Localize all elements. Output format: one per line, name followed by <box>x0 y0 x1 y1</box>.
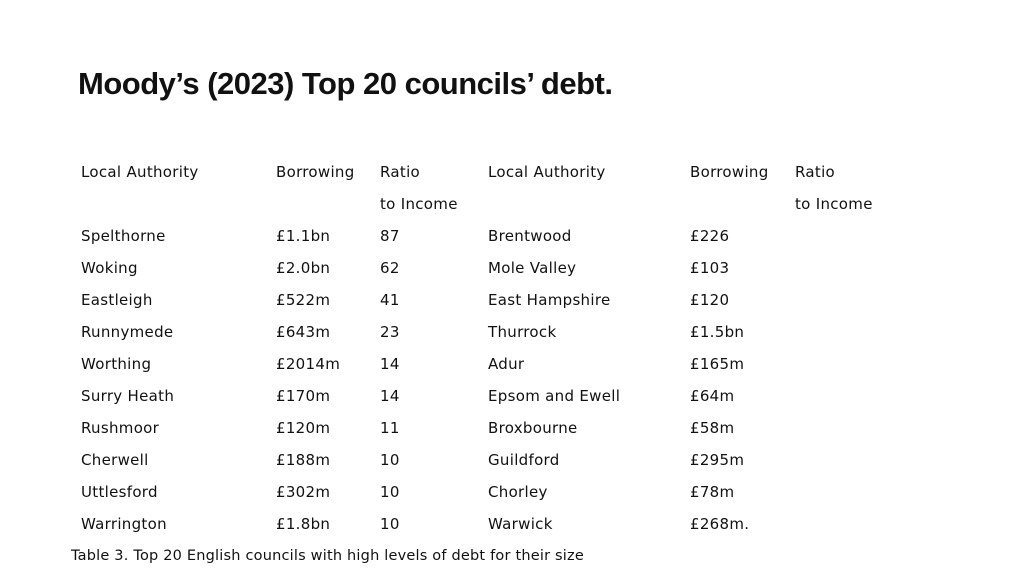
cell-borrowing-right: £64m <box>690 387 735 405</box>
cell-borrowing-left: £170m <box>276 387 331 405</box>
cell-ratio-right <box>787 220 887 252</box>
cell-local-authority-right: Chorley <box>488 483 548 501</box>
cell-borrowing-right: £226 <box>690 227 730 245</box>
cell-local-authority-left: Rushmoor <box>81 419 160 437</box>
cell-borrowing-left: £120m <box>276 419 331 437</box>
cell-borrowing-right: £78m <box>690 483 735 501</box>
cell-ratio-right <box>787 380 887 412</box>
cell-local-authority-left: Woking <box>81 259 138 277</box>
cell-borrowing-left: £1.1bn <box>276 227 331 245</box>
table-row <box>73 316 887 348</box>
cell-borrowing-left: £188m <box>276 451 331 469</box>
cell-ratio-right <box>787 348 887 380</box>
slide-title: Moody’s (2023) Top 20 councils’ debt. <box>78 66 613 101</box>
table-row <box>73 380 887 412</box>
cell-ratio-left: 23 <box>380 323 400 341</box>
cell-ratio-right <box>787 444 887 476</box>
cell-borrowing-right: £120 <box>690 291 730 309</box>
table-row <box>73 412 887 444</box>
cell-local-authority-left: Uttlesford <box>81 483 158 501</box>
cell-ratio-left: 11 <box>380 419 400 437</box>
cell-borrowing-left: £2.0bn <box>276 259 331 277</box>
table-caption: Table 3. Top 20 English councils with high levels of debt for their size <box>71 548 584 564</box>
cell-local-authority-left: Surry Heath <box>81 387 175 405</box>
header-ratio-right: Ratio <box>795 163 836 181</box>
cell-ratio-left: 62 <box>380 259 400 277</box>
table-body <box>73 156 887 540</box>
cell-local-authority-right: East Hampshire <box>488 291 611 309</box>
table-row <box>73 476 887 508</box>
cell-borrowing-left: £643m <box>276 323 331 341</box>
cell-ratio-right <box>787 508 887 540</box>
cell-ratio-right <box>787 316 887 348</box>
cell-local-authority-right: Mole Valley <box>488 259 577 277</box>
header-local-authority-left: Local Authority <box>81 163 199 181</box>
cell-local-authority-right: Epsom and Ewell <box>488 387 621 405</box>
cell-borrowing-right: £103 <box>690 259 730 277</box>
table-row <box>73 220 887 252</box>
cell-local-authority-right: Thurrock <box>488 323 557 341</box>
cell-ratio-right <box>787 412 887 444</box>
cell-ratio-left: 10 <box>380 515 400 533</box>
cell-ratio-right <box>787 284 887 316</box>
cell-local-authority-right: Broxbourne <box>488 419 578 437</box>
cell-borrowing-right: £268m. <box>690 515 750 533</box>
table-row <box>73 252 887 284</box>
cell-borrowing-left: £1.8bn <box>276 515 331 533</box>
cell-borrowing-right: £1.5bn <box>690 323 745 341</box>
header-borrowing-left: Borrowing <box>276 163 355 181</box>
table-row <box>73 284 887 316</box>
header-ratio-right-cont: to Income <box>795 195 873 213</box>
cell-borrowing-right: £295m <box>690 451 745 469</box>
cell-local-authority-left: Worthing <box>81 355 152 373</box>
header-ratio-left: Ratio <box>380 163 421 181</box>
cell-local-authority-right: Adur <box>488 355 525 373</box>
cell-borrowing-left: £302m <box>276 483 331 501</box>
cell-ratio-right <box>787 476 887 508</box>
table-header-row <box>73 156 887 188</box>
council-debt-table <box>73 156 887 540</box>
cell-borrowing-left: £2014m <box>276 355 341 373</box>
cell-borrowing-right: £58m <box>690 419 735 437</box>
table-header-row-continued <box>73 188 887 220</box>
cell-local-authority-left: Cherwell <box>81 451 149 469</box>
header-local-authority-right: Local Authority <box>488 163 606 181</box>
table-row <box>73 444 887 476</box>
cell-local-authority-left: Spelthorne <box>81 227 166 245</box>
cell-ratio-left: 10 <box>380 483 400 501</box>
cell-borrowing-left: £522m <box>276 291 331 309</box>
cell-local-authority-right: Guildford <box>488 451 560 469</box>
table-row <box>73 348 887 380</box>
header-local-authority-left-cont <box>73 188 268 220</box>
cell-local-authority-left: Warrington <box>81 515 167 533</box>
header-local-authority-right-cont <box>480 188 682 220</box>
cell-local-authority-left: Runnymede <box>81 323 174 341</box>
cell-local-authority-left: Eastleigh <box>81 291 153 309</box>
header-ratio-left-cont: to Income <box>380 195 458 213</box>
header-borrowing-right: Borrowing <box>690 163 769 181</box>
table-row <box>73 508 887 540</box>
cell-ratio-left: 87 <box>380 227 400 245</box>
cell-ratio-left: 41 <box>380 291 400 309</box>
cell-ratio-left: 10 <box>380 451 400 469</box>
header-borrowing-left-cont <box>268 188 372 220</box>
cell-ratio-left: 14 <box>380 387 400 405</box>
cell-ratio-left: 14 <box>380 355 400 373</box>
cell-local-authority-right: Warwick <box>488 515 553 533</box>
cell-borrowing-right: £165m <box>690 355 745 373</box>
cell-local-authority-right: Brentwood <box>488 227 572 245</box>
header-borrowing-right-cont <box>682 188 787 220</box>
cell-ratio-right <box>787 252 887 284</box>
